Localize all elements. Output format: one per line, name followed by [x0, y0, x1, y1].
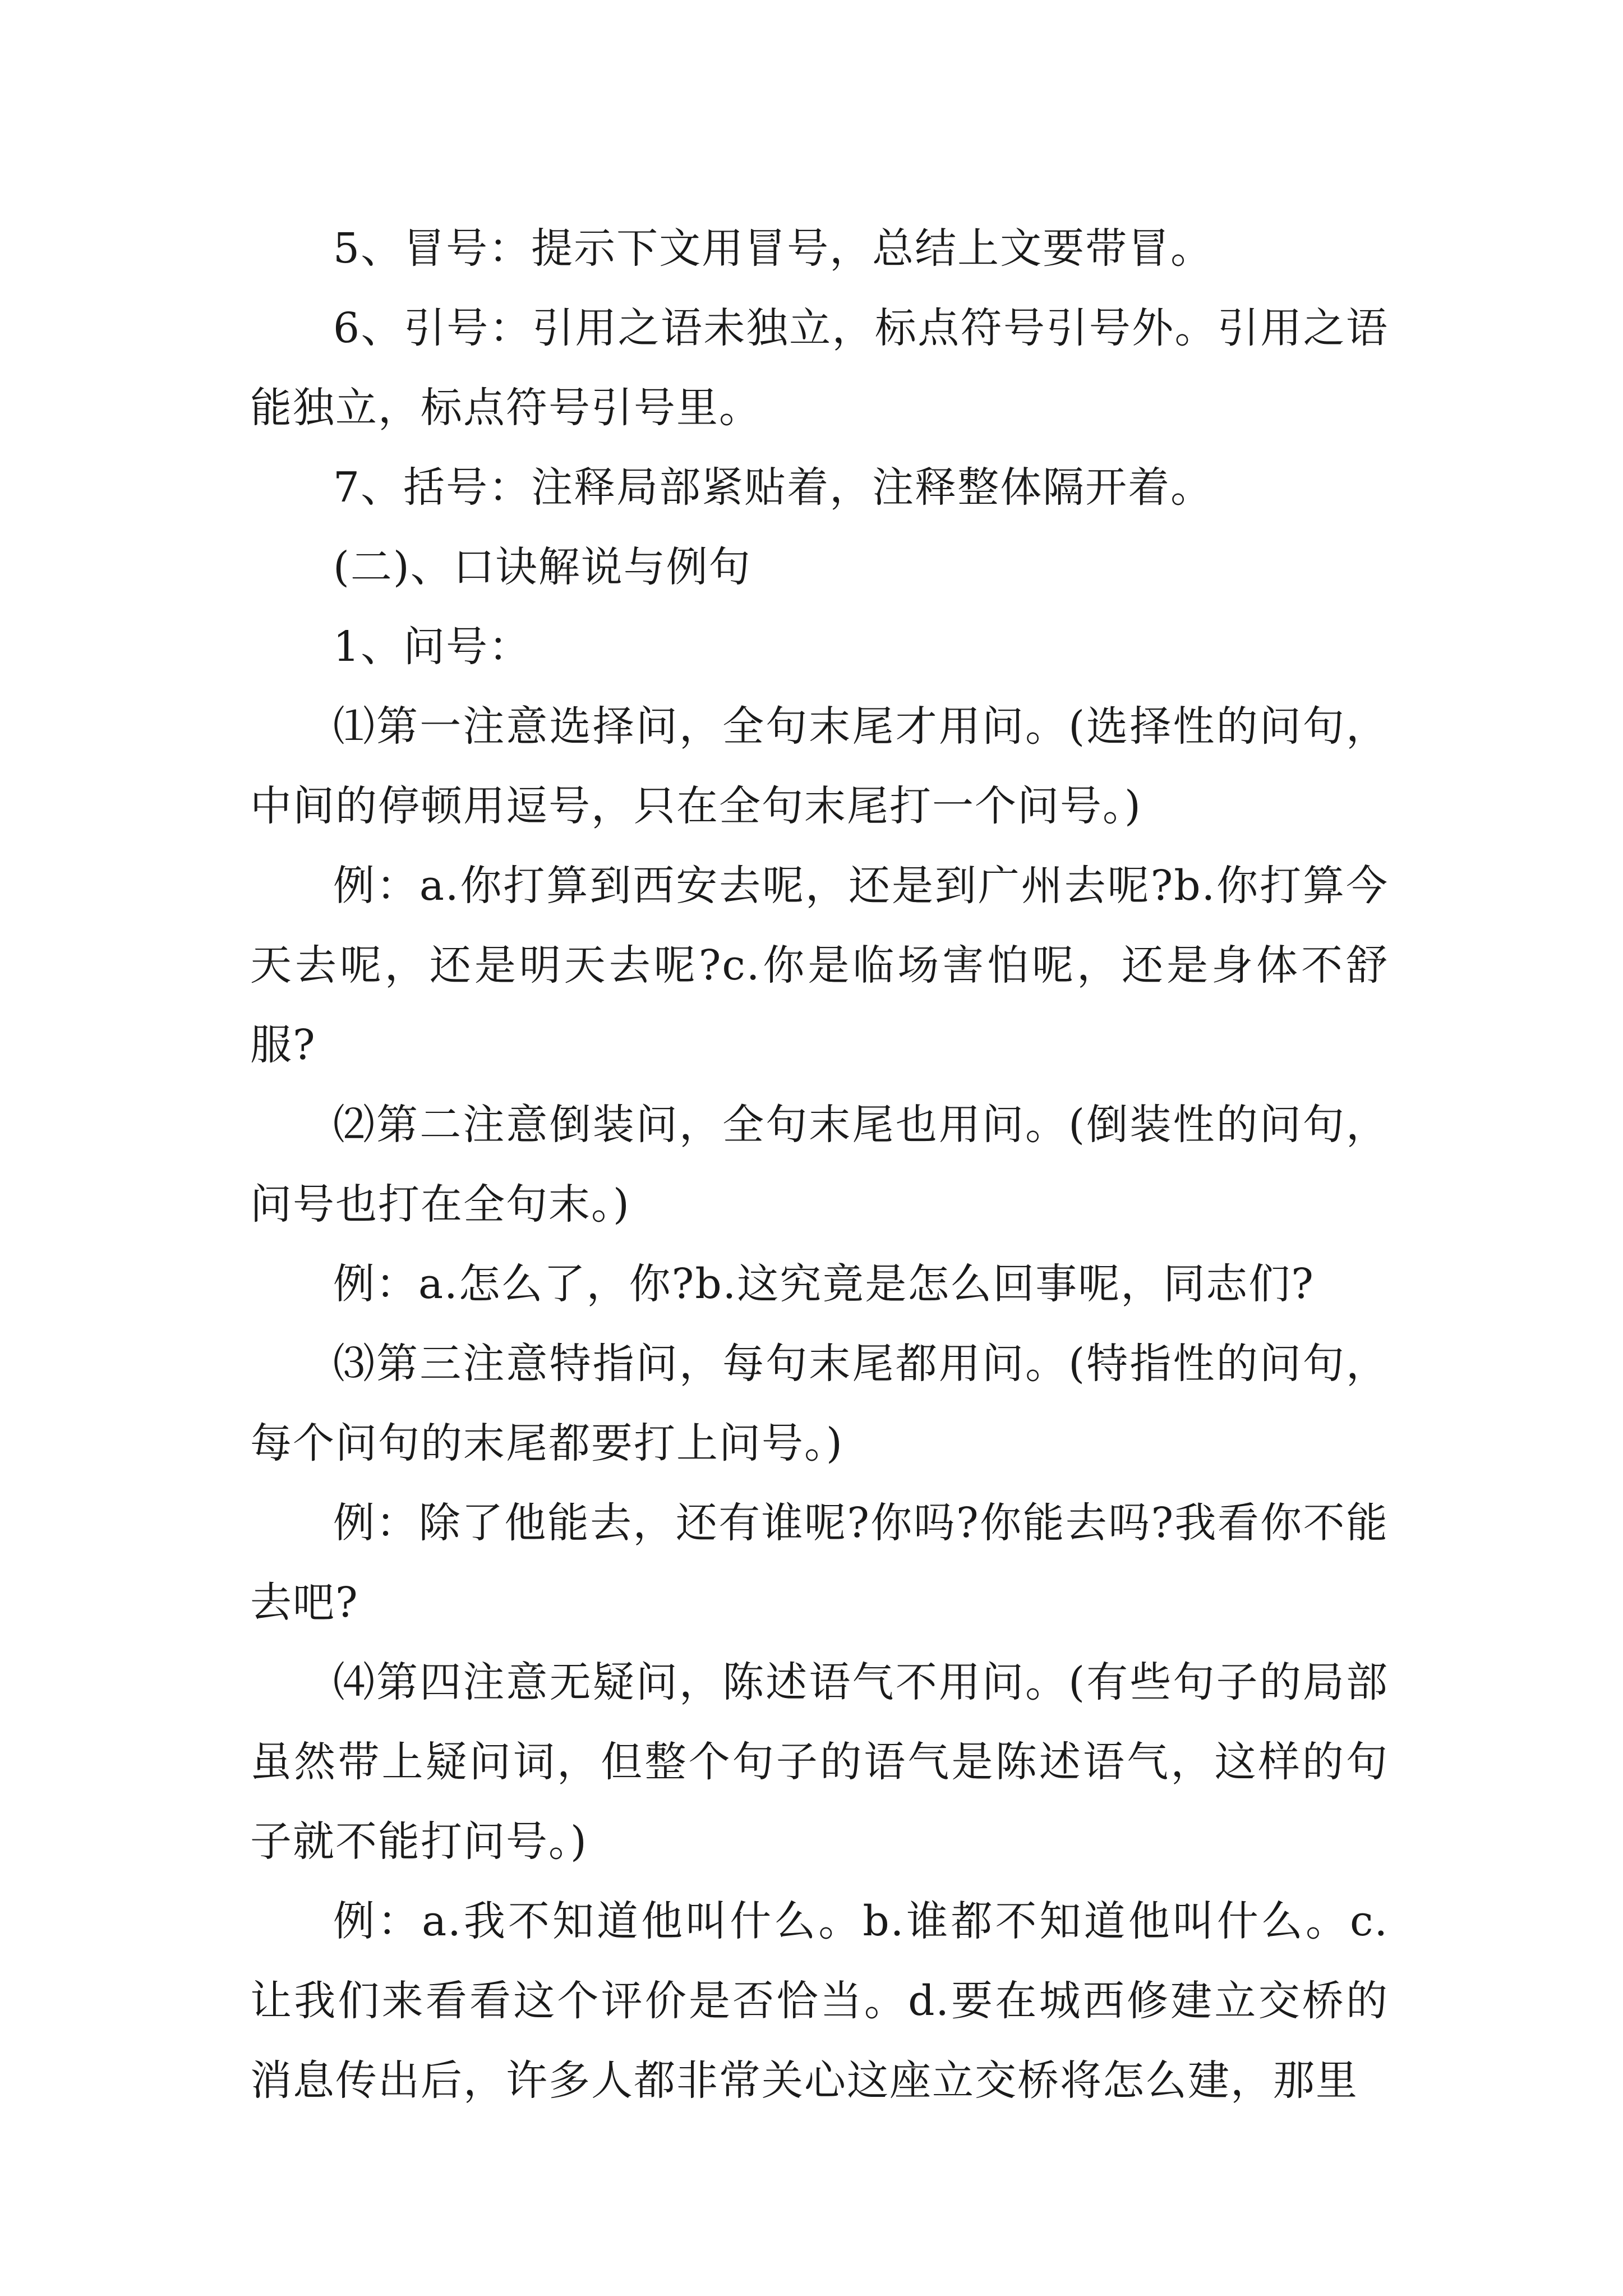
- subsection-question-mark: 1、问号：: [333, 623, 532, 671]
- example-choice-question: 例：a.你打算到西安去呢，还是到广州去呢?b.你打算今天去呢，还是明天去呢?c.你是临场害怕呢，还是身体不舒服?: [250, 862, 1389, 1069]
- rule-inverted-question: ⑵第二注意倒装问，全句末尾也用问。(倒装性的问句，问号也打在全句末。): [250, 1101, 1389, 1228]
- paragraph-colon: 5、冒号：提示下文用冒号，总结上文要带冒。: [333, 224, 1214, 273]
- rule-choice-question: ⑴第一注意选择问，全句末尾才用问。(选择性的问句，中间的停顿用逗号，只在全句末尾打一个问号。): [250, 702, 1389, 830]
- paragraph-quotation-marks: 6、引号：引用之语未独立，标点符号引号外。引用之语能独立，标点符号引号里。: [250, 304, 1389, 432]
- section-heading: (二)、口诀解说与例句: [333, 543, 751, 591]
- document-body: [250, 209, 1389, 2120]
- example-specific-question: 例：除了他能去，还有谁呢?你吗?你能去吗?我看你不能去吧?: [250, 1499, 1389, 1627]
- rule-no-question: ⑷第四注意无疑问，陈述语气不用问。(有些句子的局部虽然带上疑问词，但整个句子的语气是陈述语气，这样的句子就不能打问号。): [250, 1658, 1389, 1866]
- example-inverted-question: 例：a.怎么了，你?b.这究竟是怎么回事呢，同志们?: [333, 1260, 1315, 1308]
- rule-specific-question: ⑶第三注意特指问，每句末尾都用问。(特指性的问句，每个问句的末尾都要打上问号。): [250, 1340, 1389, 1467]
- example-no-question: 例：a.我不知道他叫什么。b.谁都不知道他叫什么。c.让我们来看看这个评价是否恰当。d.要在城西修建立交桥的消息传出后，许多人都非常关心这座立交桥将怎么建，那里: [250, 1897, 1389, 2105]
- paragraph-parentheses: 7、括号：注释局部紧贴着，注释整体隔开着。: [333, 463, 1214, 512]
